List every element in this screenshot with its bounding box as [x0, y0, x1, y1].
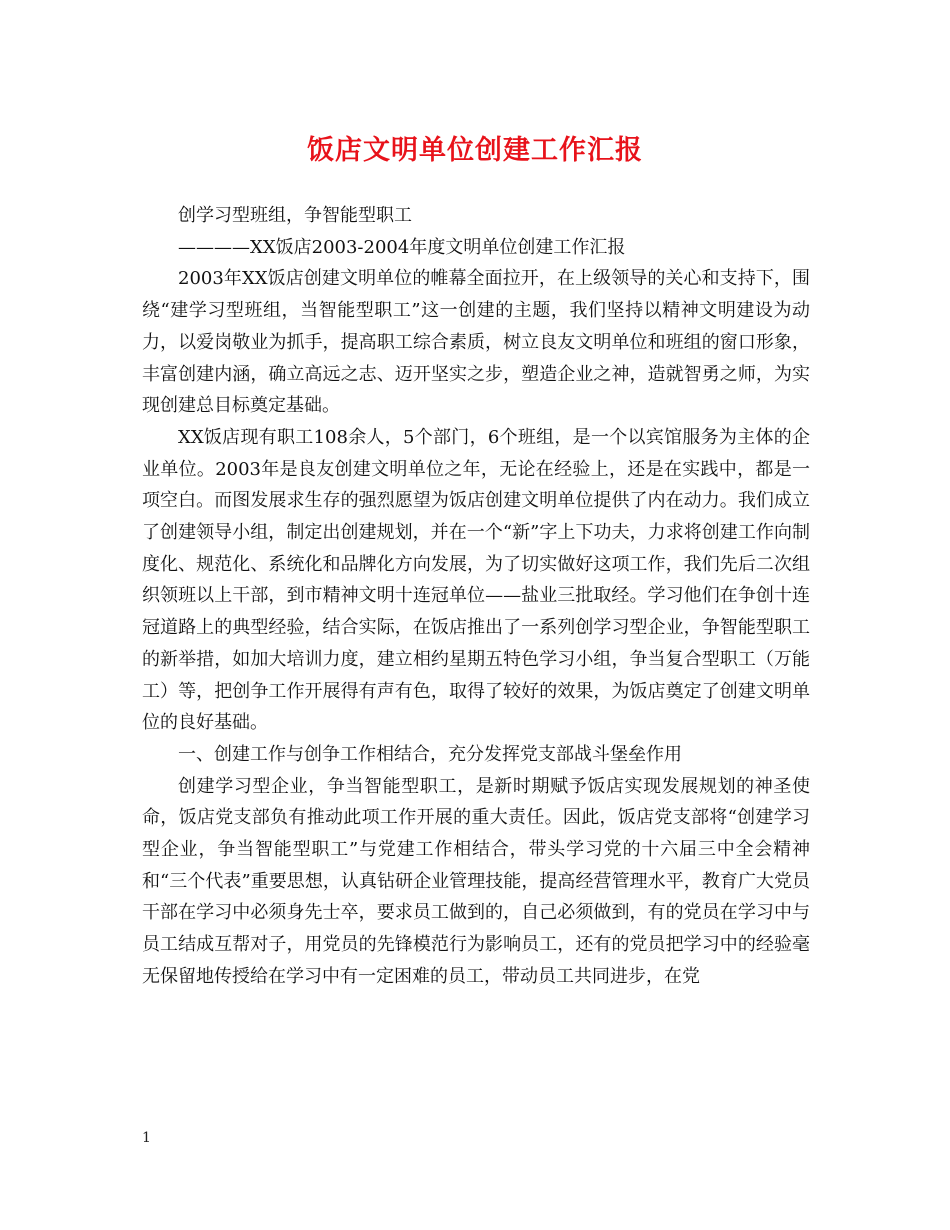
paragraph: 创建学习型企业，争当智能型职工，是新时期赋予饭店实现发展规划的神圣使命，饭店党支部负有推动此项工作开展的重大责任。因此，饭店党支部将“创建学习型企业，争当智能型职工”与党建工作相结合，带头学习党的十六届三中全会精神和“三个代表”重要思想，认真钻研企业管理技能，提高经营管理水平，教育广大党员干部在学习中必须身先士卒，要求员工做到的，自己必须做到，有的党员在学习中与员工结成互帮对子，用党员的先锋模范行为影响员工，还有的党员把学习中的经验毫无保留地传授给在学习中有一定困难的员工，带动员工共同进步，在党 — [142, 775, 810, 987]
subtitle: 创学习型班组，争智能型职工 — [178, 205, 412, 226]
paragraph: 2003年XX饭店创建文明单位的帷幕全面拉开，在上级领导的关心和支持下，围绕“建学习型班组，当智能型职工”这一创建的主题，我们坚持以精神文明建设为动力，以爱岗敬业为抓手，提高职工综合素质，树立良友文明单位和班组的窗口形象，丰富创建内涵，确立高远之志、迈开坚实之步，塑造企业之神，造就智勇之师，为实现创建总目标奠定基础。 — [142, 268, 810, 417]
section-heading: 一、创建工作与创争工作相结合，充分发挥党支部战斗堡垒作用 — [178, 743, 682, 765]
document-title: 饭店文明单位创建工作汇报 — [307, 135, 643, 166]
subtitle-dash-line: ————XX饭店2003-2004年度文明单位创建工作汇报 — [178, 236, 626, 258]
paragraph: XX饭店现有职工108余人，5个部门，6个班组，是一个以宾馆服务为主体的企业单位。2003年是良友创建文明单位之年，无论在经验上，还是在实践中，都是一项空白。而图发展求生存的强烈愿望为饭店创建文明单位提供了内在动力。我们成立了创建领导小组，制定出创建规划，并在一个“新”字上下功夫，力求将创建工作向制度化、规范化、系统化和品牌化方向发展，为了切实做好这项工作，我们先后二次组织领班以上干部，到市精神文明十连冠单位——盐业三批取经。学习他们在争创十连冠道路上的典型经验，结合实际，在饭店推出了一系列创学习型企业，争智能型职工的新举措，如加大培训力度，建立相约星期五特色学习小组，争当复合型职工（万能工）等，把创争工作开展得有声有色，取得了较好的效果，为饭店奠定了创建文明单位的良好基础。 — [142, 426, 810, 734]
page-number: 1 — [142, 1130, 151, 1146]
document-body — [142, 200, 810, 993]
